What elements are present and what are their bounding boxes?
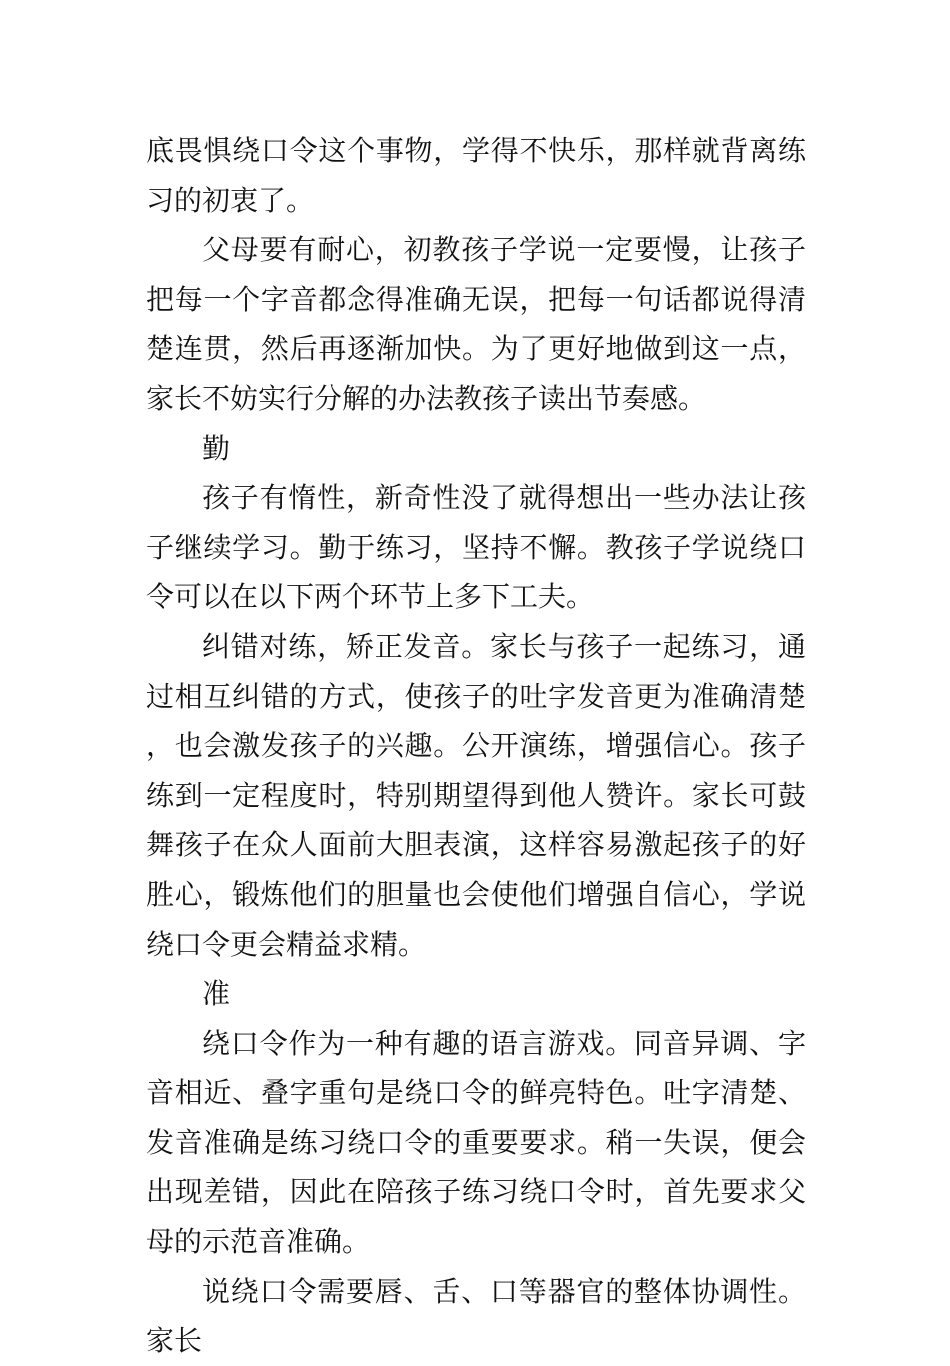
section-heading-accuracy: 准 bbox=[202, 977, 231, 1011]
section-heading-diligence: 勤 bbox=[202, 431, 231, 465]
paragraph-practice: 纠错对练，矫正发音。家长与孩子一起练习，通过相互纠错的方式，使孩子的吐字发音更为准确清楚，也会激发孩子的兴趣。公开演练，增强信心。孩子练到一定程度时，特别期望得到他人赞许。家长可鼓舞孩子在众人面前大胆表演，这样容易激起孩子的好胜心，锻炼他们的胆量也会使他们增强自信心，学说绕口令更会精益求精。 bbox=[146, 629, 806, 961]
paragraph-laziness: 孩子有惰性，新奇性没了就得想出一些办法让孩子继续学习。勤于练习，坚持不懈。教孩子学说绕口令可以在以下两个环节上多下工夫。 bbox=[146, 481, 806, 614]
paragraph-continued: 底畏惧绕口令这个事物，学得不快乐，那样就背离练习的初衷了。 bbox=[146, 134, 806, 217]
paragraph-language-game: 绕口令作为一种有趣的语言游戏。同音异调、字音相近、叠字重句是绕口令的鲜亮特色。吐字清楚、发音准确是练习绕口令的重要要求。稍一失误，便会出现差错，因此在陪孩子练习绕口令时，首先要求父母的示范音准确。 bbox=[146, 1026, 806, 1259]
document-body bbox=[146, 126, 806, 1366]
paragraph-coordination: 说绕口令需要唇、舌、口等器官的整体协调性。家长 bbox=[146, 1274, 806, 1358]
paragraph-patience: 父母要有耐心，初教孩子学说一定要慢，让孩子把每一个字音都念得准确无误，把每一句话都说得清楚连贯，然后再逐渐加快。为了更好地做到这一点，家长不妨实行分解的办法教孩子读出节奏感。 bbox=[146, 233, 806, 415]
